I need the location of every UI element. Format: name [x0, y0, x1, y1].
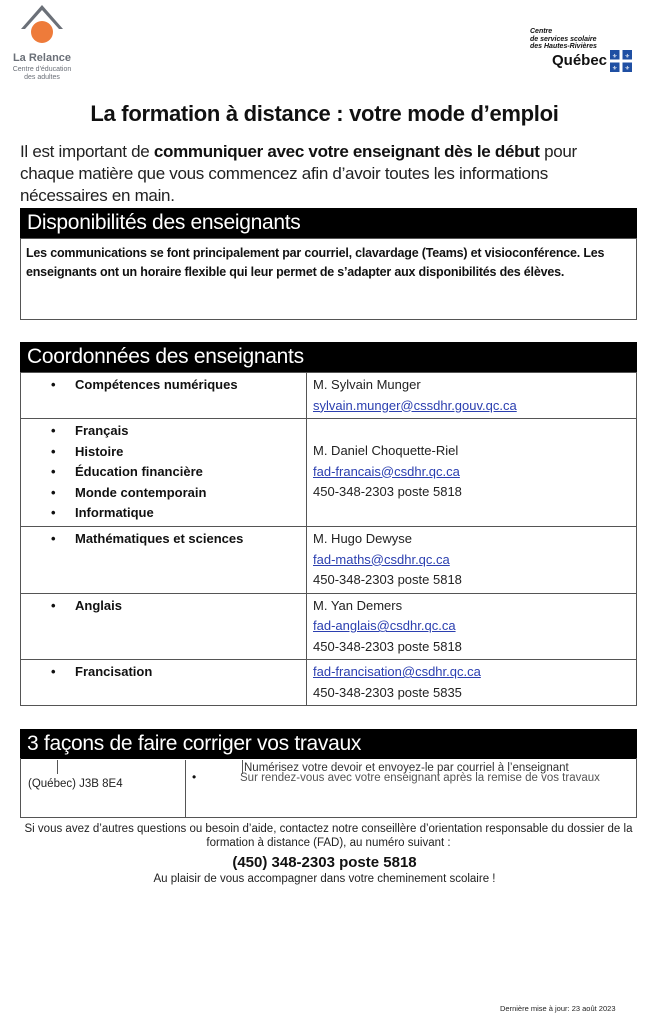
subjects-cell	[21, 593, 307, 660]
table-row	[21, 419, 637, 527]
contact-cell	[307, 373, 637, 419]
cssdhr-quebec-logo	[530, 28, 640, 76]
subject-item: • Français	[27, 421, 300, 442]
teacher-email-link[interactable]: sylvain.munger@cssdhr.gouv.qc.ca	[313, 397, 517, 413]
table-row	[21, 527, 637, 594]
contact-message: Si vous avez d’autres questions ou besoin d’aide, contactez notre conseillère d’orientation responsable du dossier de la formation à distance (FAD), au numéro suivant :	[24, 823, 633, 849]
subject-item: • Histoire	[27, 442, 300, 463]
section-heading-disponibilites: Disponibilités des enseignants	[20, 208, 637, 238]
logo-brand: La Relance	[12, 52, 72, 64]
section-heading-coordonnees: Coordonnées des enseignants	[20, 342, 637, 372]
subject-item: • Informatique	[27, 503, 300, 524]
teacher-name: M. Sylvain Munger	[313, 377, 421, 392]
table-row	[21, 593, 637, 660]
svg-text:⚜: ⚜	[624, 65, 630, 72]
teacher-name: M. Hugo Dewyse	[313, 531, 412, 546]
subject-item: • Anglais	[27, 596, 300, 617]
teacher-name: M. Yan Demers	[313, 597, 403, 613]
svg-text:⚜: ⚜	[612, 65, 618, 72]
coordonnees-table	[20, 372, 637, 706]
teacher-email-link[interactable]: fad-maths@csdhr.qc.ca	[313, 551, 450, 567]
subjects-cell	[21, 419, 307, 527]
correction-method-text: Sur rendez-vous avec votre enseignant après la remise de vos travaux	[240, 772, 600, 784]
teacher-email-link[interactable]: fad-francisation@csdhr.qc.ca	[313, 664, 481, 679]
la-relance-logo	[6, 2, 78, 90]
contact-cell	[307, 419, 637, 527]
bullet-icon: •	[192, 770, 197, 784]
intro-paragraph: Il est important de communiquer avec votre enseignant dès le début pour chaque matière que vous commencez afin d’avoir toutes les informations nécessaires en main.	[20, 142, 577, 205]
table-row	[21, 660, 637, 706]
contact-phone: (450) 348-2303 poste 5818	[232, 854, 417, 871]
contact-cell	[307, 593, 637, 660]
quebec-flag-icon	[610, 50, 632, 72]
svg-text:⚜: ⚜	[624, 53, 630, 60]
subject-item: • Francisation	[27, 662, 300, 683]
svg-text:⚜: ⚜	[612, 53, 618, 60]
table-row	[21, 373, 637, 419]
column-divider	[185, 760, 186, 818]
teacher-email-link[interactable]: fad-francais@csdhr.qc.ca	[313, 463, 460, 479]
teacher-phone: 450-348-2303 poste 5835	[313, 684, 462, 700]
subject-item: • Compétences numériques	[27, 375, 300, 396]
subject-item: • Éducation financière	[27, 462, 300, 483]
contact-cell	[307, 660, 637, 706]
column-divider	[57, 760, 58, 774]
subject-item: • Monde contemporain	[27, 483, 300, 504]
address-fragment: (Québec) J3B 8E4	[28, 778, 123, 790]
org-name: Centre de services scolaire des Hautes-Rivières	[530, 28, 597, 50]
section-heading-corrections: 3 façons de faire corriger vos travaux	[20, 729, 637, 759]
subjects-cell	[21, 373, 307, 419]
la-relance-mark-icon	[20, 4, 64, 48]
correction-method-text: Numérisez votre devoir et envoyez-le par courriel à l’enseignant	[244, 762, 569, 774]
subjects-cell	[21, 527, 307, 594]
teacher-phone: 450-348-2303 poste 5818	[313, 572, 462, 587]
page-title: La formation à distance : votre mode d’emploi	[90, 101, 559, 126]
teacher-name: M. Daniel Choquette-Riel	[313, 443, 459, 458]
teacher-phone: 450-348-2303 poste 5818	[313, 638, 462, 654]
quebec-wordmark: Québec	[552, 52, 608, 69]
disponibilites-text: Les communications se font principalement par courriel, clavardage (Teams) et visioconférence. Les enseignants ont un horaire flexible qui leur permet de s’adapter aux disponibilités des élèves.	[26, 246, 605, 279]
last-updated: Dernière mise à jour: 23 août 2023	[500, 1004, 616, 1013]
logo-subtitle: Centre d'éducation des adultes	[12, 66, 72, 81]
subjects-cell	[21, 660, 307, 706]
subject-item: • Mathématiques et sciences	[27, 529, 300, 550]
teacher-email-link[interactable]: fad-anglais@csdhr.qc.ca	[313, 618, 456, 633]
teacher-phone: 450-348-2303 poste 5818	[313, 484, 462, 499]
contact-cell	[307, 527, 637, 594]
closing-message: Au plaisir de vous accompagner dans votre cheminement scolaire !	[153, 873, 496, 885]
